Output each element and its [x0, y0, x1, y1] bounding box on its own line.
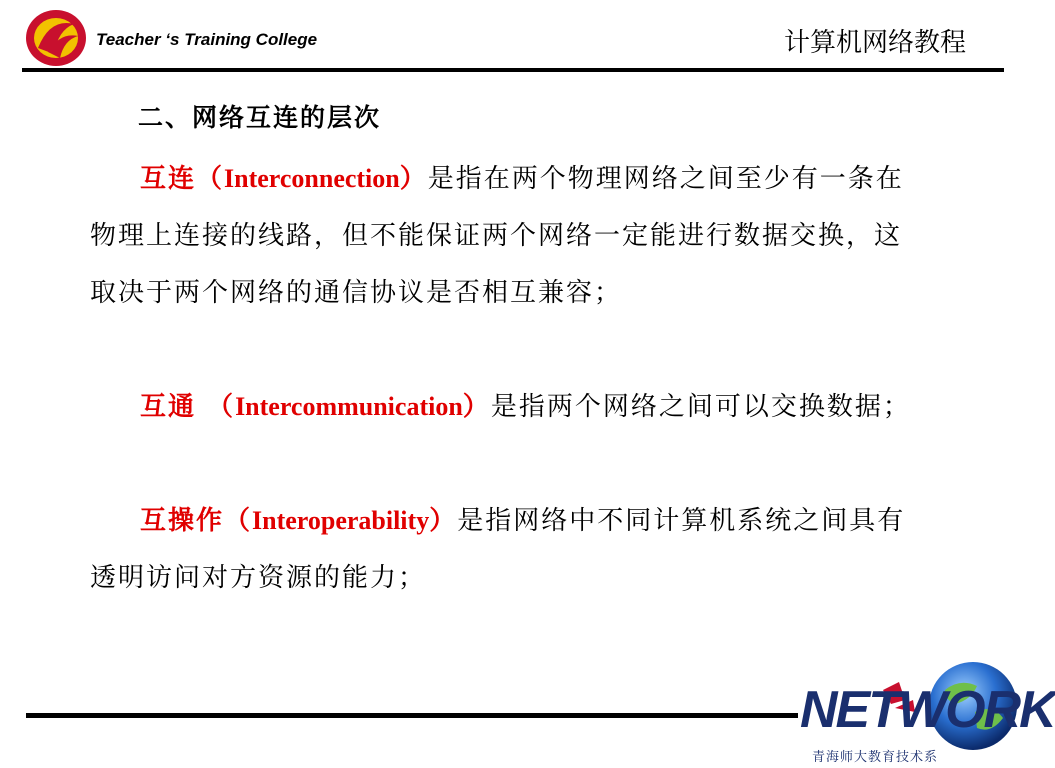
- section-heading: 二、网络互连的层次: [138, 103, 382, 132]
- paragraph-body: 是指在两个物理网络之间至少有一条在物理上连接的线路，但不能保证两个网络一定能进行数据交换，这取决于两个网络的通信协议是否相互兼容；: [90, 164, 904, 308]
- college-logo-icon: [24, 8, 88, 68]
- college-name: Teacher ‘s Training College: [96, 30, 318, 49]
- header-divider: [22, 68, 1004, 72]
- term-label: 互连（Interconnection）: [140, 164, 428, 194]
- course-title: 计算机网络教程: [783, 28, 966, 58]
- paragraph-interconnection: [90, 150, 920, 322]
- network-wordmark: NETWORK: [800, 681, 1055, 739]
- footer-divider: [26, 713, 798, 718]
- department-name: 青海师大教育技术系: [812, 750, 939, 765]
- term-label: 互通 （Intercommunication）: [140, 392, 491, 422]
- paragraph-body: 是指网络中不同计算机系统之间具有透明访问对方资源的能力；: [90, 506, 906, 593]
- paragraph-body: 是指两个网络之间可以交换数据；: [490, 392, 911, 422]
- paragraph-intercommunication: [90, 378, 920, 436]
- term-label: 互操作（Interoperability）: [140, 506, 458, 536]
- paragraph-interoperability: [90, 492, 920, 607]
- slide-header: [0, 0, 1024, 80]
